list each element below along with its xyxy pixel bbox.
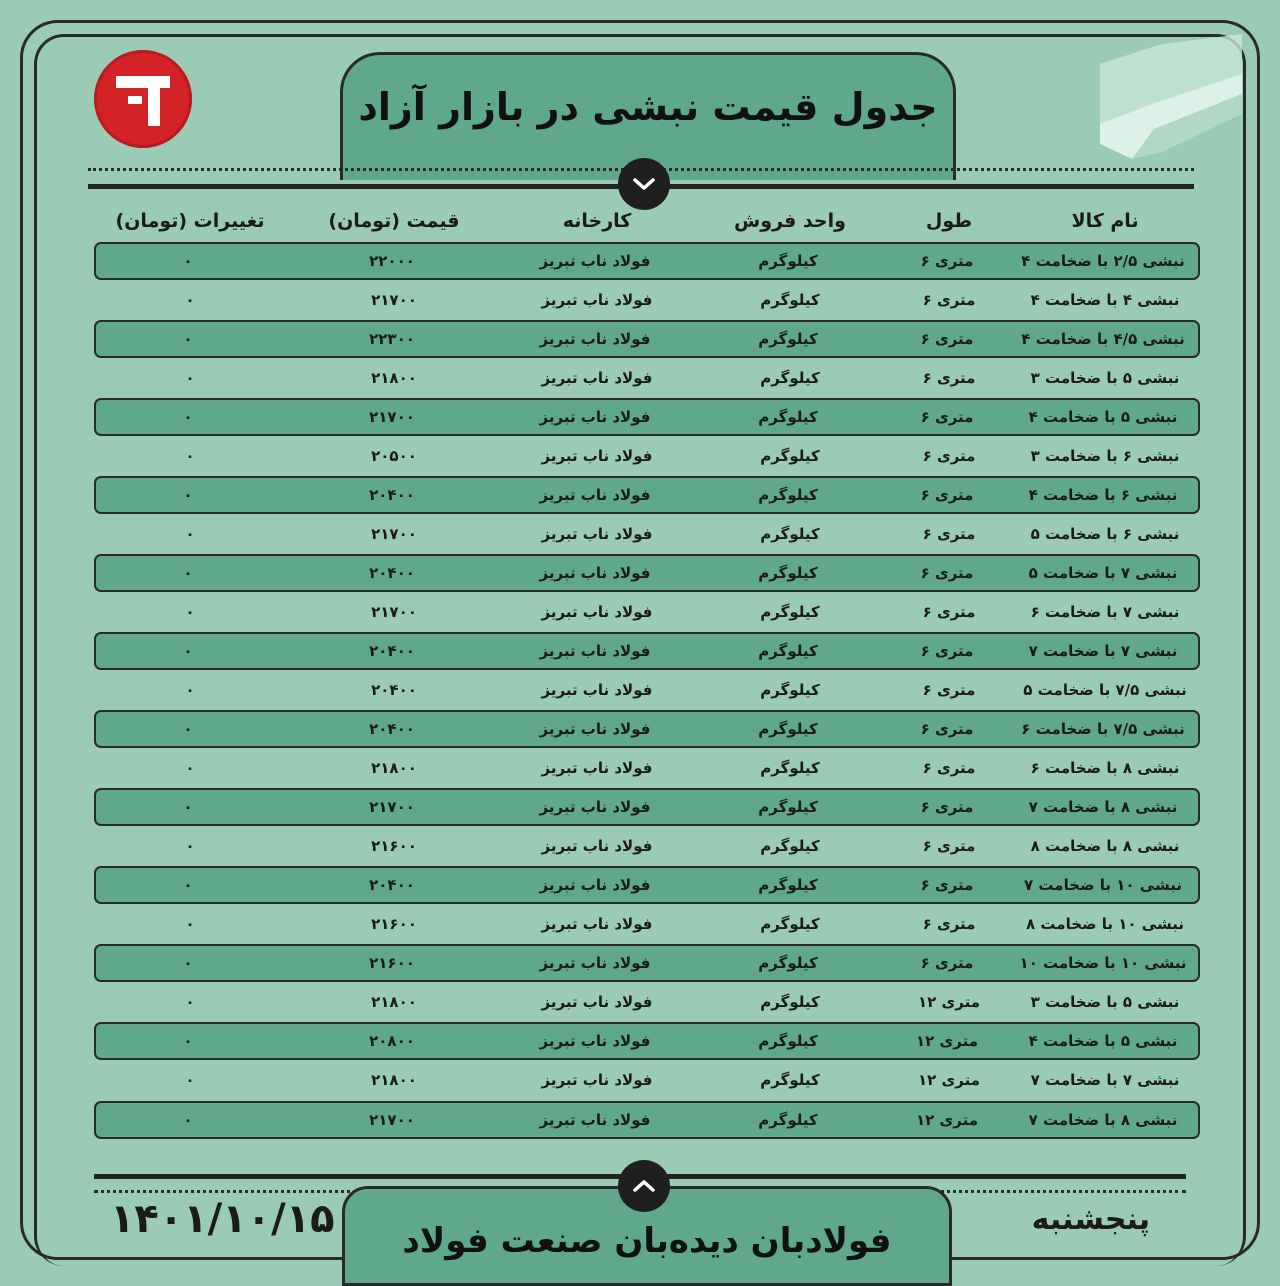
- cell-change: ۰: [183, 954, 193, 973]
- cell-change: ۰: [185, 524, 195, 543]
- cell-unit: کیلوگرم: [760, 759, 820, 778]
- table-row: [94, 554, 1200, 592]
- cell-factory: فولاد ناب تبریز: [539, 720, 651, 739]
- cell-name: نبشی ۵ با ضخامت ۳: [1030, 368, 1180, 387]
- cell-length: متری ۶: [922, 602, 976, 621]
- table-row: [94, 592, 1200, 631]
- cell-factory: فولاد ناب تبریز: [541, 290, 653, 309]
- cell-factory: فولاد ناب تبریز: [541, 524, 653, 543]
- cell-change: ۰: [185, 602, 195, 621]
- cell-length: متری ۶: [920, 251, 974, 270]
- cell-change: ۰: [185, 446, 195, 465]
- cell-length: متری ۱۲: [915, 1032, 979, 1051]
- table-row: [94, 1022, 1200, 1060]
- cell-name: نبشی ۴/۵ با ضخامت ۴: [1021, 329, 1185, 348]
- cell-name: نبشی ۸ با ضخامت ۸: [1030, 837, 1180, 856]
- cell-price: ۲۱۶۰۰: [369, 954, 415, 973]
- cell-price: ۲۰۵۰۰: [371, 446, 417, 465]
- header-price: قیمت (تومان): [328, 210, 460, 232]
- cell-price: ۲۱۸۰۰: [371, 759, 417, 778]
- cell-length: متری ۶: [920, 407, 974, 426]
- cell-name: نبشی ۲/۵ با ضخامت ۴: [1021, 251, 1185, 270]
- cell-change: ۰: [185, 993, 195, 1012]
- chevron-up-icon[interactable]: [618, 1160, 670, 1212]
- cell-length: متری ۶: [920, 798, 974, 817]
- cell-name: نبشی ۵ با ضخامت ۳: [1030, 993, 1180, 1012]
- price-table: [94, 241, 1200, 1139]
- cell-unit: کیلوگرم: [758, 1110, 818, 1129]
- cell-unit: کیلوگرم: [760, 837, 820, 856]
- table-row: [94, 242, 1200, 280]
- cell-change: ۰: [185, 681, 195, 700]
- cell-name: نبشی ۸ با ضخامت ۷: [1028, 1110, 1178, 1129]
- table-row: [94, 983, 1200, 1022]
- cell-change: ۰: [185, 837, 195, 856]
- day-label: پنجشنبه: [1031, 1202, 1150, 1237]
- cell-length: متری ۱۲: [917, 1071, 981, 1090]
- cell-unit: کیلوگرم: [758, 798, 818, 817]
- cell-length: متری ۶: [922, 837, 976, 856]
- footer-brand: فولادبان دیده‌بان صنعت فولاد: [402, 1221, 892, 1261]
- cell-unit: کیلوگرم: [758, 720, 818, 739]
- cell-factory: فولاد ناب تبریز: [541, 681, 653, 700]
- table-header: [94, 204, 1200, 238]
- cell-change: ۰: [183, 798, 193, 817]
- cell-unit: کیلوگرم: [758, 329, 818, 348]
- cell-name: نبشی ۶ با ضخامت ۵: [1030, 524, 1180, 543]
- cell-name: نبشی ۷ با ضخامت ۷: [1030, 1071, 1180, 1090]
- table-row: [94, 944, 1200, 982]
- cell-name: نبشی ۱۰ با ضخامت ۱۰: [1019, 954, 1187, 973]
- cell-factory: فولاد ناب تبریز: [539, 329, 651, 348]
- table-row: [94, 398, 1200, 436]
- table-row: [94, 280, 1200, 319]
- cell-unit: کیلوگرم: [758, 641, 818, 660]
- cell-unit: کیلوگرم: [758, 876, 818, 895]
- cell-factory: فولاد ناب تبریز: [539, 407, 651, 426]
- cell-price: ۲۱۸۰۰: [371, 1071, 417, 1090]
- cell-length: متری ۶: [920, 485, 974, 504]
- cell-price: ۲۰۴۰۰: [371, 681, 417, 700]
- cell-length: متری ۱۲: [915, 1110, 979, 1129]
- cell-length: متری ۶: [920, 954, 974, 973]
- cell-length: متری ۶: [922, 368, 976, 387]
- cell-change: ۰: [183, 641, 193, 660]
- header-length: طول: [925, 210, 973, 232]
- cell-price: ۲۲۰۰۰: [369, 251, 415, 270]
- cell-price: ۲۱۷۰۰: [369, 407, 415, 426]
- table-row: [94, 1101, 1200, 1139]
- cell-change: ۰: [183, 876, 193, 895]
- cell-length: متری ۶: [920, 720, 974, 739]
- page-title: جدول قیمت نبشی در بازار آزاد: [358, 85, 938, 129]
- table-row: [94, 905, 1200, 944]
- date-label: ۱۴۰۱/۱۰/۱۵: [110, 1196, 335, 1242]
- cell-unit: کیلوگرم: [760, 446, 820, 465]
- cell-change: ۰: [183, 485, 193, 504]
- cell-factory: فولاد ناب تبریز: [539, 1032, 651, 1051]
- cell-price: ۲۱۷۰۰: [371, 524, 417, 543]
- cell-name: نبشی ۶ با ضخامت ۳: [1030, 446, 1180, 465]
- cell-change: ۰: [185, 368, 195, 387]
- cell-factory: فولاد ناب تبریز: [541, 759, 653, 778]
- cell-unit: کیلوگرم: [758, 563, 818, 582]
- cell-factory: فولاد ناب تبریز: [541, 368, 653, 387]
- cell-factory: فولاد ناب تبریز: [539, 1110, 651, 1129]
- cell-factory: فولاد ناب تبریز: [541, 993, 653, 1012]
- cell-change: ۰: [183, 1032, 193, 1051]
- cell-change: ۰: [183, 329, 193, 348]
- cell-price: ۲۱۷۰۰: [371, 602, 417, 621]
- cell-factory: فولاد ناب تبریز: [539, 563, 651, 582]
- cell-length: متری ۶: [920, 876, 974, 895]
- cell-unit: کیلوگرم: [760, 1071, 820, 1090]
- cell-unit: کیلوگرم: [758, 407, 818, 426]
- header-unit: واحد فروش: [734, 210, 846, 232]
- table-row: [94, 436, 1200, 475]
- cell-length: متری ۶: [922, 759, 976, 778]
- cell-name: نبشی ۴ با ضخامت ۴: [1030, 290, 1180, 309]
- table-row: [94, 788, 1200, 826]
- cell-price: ۲۱۸۰۰: [371, 368, 417, 387]
- cell-change: ۰: [185, 290, 195, 309]
- cell-change: ۰: [185, 915, 195, 934]
- cell-name: نبشی ۸ با ضخامت ۷: [1028, 798, 1178, 817]
- cell-price: ۲۰۸۰۰: [369, 1032, 415, 1051]
- cell-length: متری ۶: [920, 641, 974, 660]
- cell-price: ۲۱۸۰۰: [371, 993, 417, 1012]
- cell-unit: کیلوگرم: [760, 681, 820, 700]
- cell-unit: کیلوگرم: [758, 485, 818, 504]
- table-row: [94, 827, 1200, 866]
- cell-length: متری ۶: [920, 563, 974, 582]
- cell-price: ۲۱۷۰۰: [371, 290, 417, 309]
- header-change: تغییرات (تومان): [115, 210, 265, 232]
- cell-name: نبشی ۷ با ضخامت ۵: [1028, 563, 1178, 582]
- cell-length: متری ۶: [922, 915, 976, 934]
- cell-name: نبشی ۵ با ضخامت ۴: [1028, 1032, 1178, 1051]
- cell-price: ۲۱۶۰۰: [371, 915, 417, 934]
- cell-unit: کیلوگرم: [758, 1032, 818, 1051]
- cell-name: نبشی ۱۰ با ضخامت ۷: [1024, 876, 1182, 895]
- cell-length: متری ۶: [922, 290, 976, 309]
- cell-factory: فولاد ناب تبریز: [539, 876, 651, 895]
- cell-name: نبشی ۷/۵ با ضخامت ۶: [1021, 720, 1185, 739]
- table-row: [94, 632, 1200, 670]
- table-row: [94, 749, 1200, 788]
- table-row: [94, 476, 1200, 514]
- table-row: [94, 670, 1200, 709]
- cell-price: ۲۰۴۰۰: [369, 563, 415, 582]
- cell-unit: کیلوگرم: [760, 993, 820, 1012]
- steel-angle-icon: [1092, 34, 1250, 164]
- chevron-down-icon[interactable]: [618, 158, 670, 210]
- cell-name: نبشی ۷/۵ با ضخامت ۵: [1023, 681, 1187, 700]
- cell-length: متری ۶: [922, 524, 976, 543]
- cell-name: نبشی ۱۰ با ضخامت ۸: [1026, 915, 1184, 934]
- table-row: [94, 866, 1200, 904]
- cell-price: ۲۲۳۰۰: [369, 329, 415, 348]
- cell-change: ۰: [185, 759, 195, 778]
- cell-length: متری ۱۲: [917, 993, 981, 1012]
- cell-change: ۰: [183, 251, 193, 270]
- cell-price: ۲۰۴۰۰: [369, 485, 415, 504]
- table-row: [94, 1061, 1200, 1100]
- cell-unit: کیلوگرم: [758, 251, 818, 270]
- cell-factory: فولاد ناب تبریز: [539, 641, 651, 660]
- cell-price: ۲۰۴۰۰: [369, 876, 415, 895]
- cell-unit: کیلوگرم: [760, 290, 820, 309]
- table-row: [94, 514, 1200, 553]
- cell-factory: فولاد ناب تبریز: [541, 837, 653, 856]
- cell-price: ۲۱۷۰۰: [369, 798, 415, 817]
- cell-unit: کیلوگرم: [760, 602, 820, 621]
- cell-unit: کیلوگرم: [760, 524, 820, 543]
- cell-name: نبشی ۷ با ضخامت ۶: [1030, 602, 1180, 621]
- cell-factory: فولاد ناب تبریز: [541, 602, 653, 621]
- cell-name: نبشی ۸ با ضخامت ۶: [1030, 759, 1180, 778]
- cell-length: متری ۶: [920, 329, 974, 348]
- cell-change: ۰: [183, 563, 193, 582]
- cell-change: ۰: [183, 407, 193, 426]
- cell-change: ۰: [185, 1071, 195, 1090]
- cell-factory: فولاد ناب تبریز: [539, 251, 651, 270]
- logo-icon: [94, 50, 192, 148]
- cell-name: نبشی ۵ با ضخامت ۴: [1028, 407, 1178, 426]
- cell-name: نبشی ۶ با ضخامت ۴: [1028, 485, 1178, 504]
- table-row: [94, 320, 1200, 358]
- cell-length: متری ۶: [922, 681, 976, 700]
- cell-change: ۰: [183, 1110, 193, 1129]
- header-name: نام کالا: [1071, 210, 1139, 232]
- cell-factory: فولاد ناب تبریز: [539, 954, 651, 973]
- cell-change: ۰: [183, 720, 193, 739]
- cell-length: متری ۶: [922, 446, 976, 465]
- table-row: [94, 358, 1200, 397]
- cell-price: ۲۱۶۰۰: [371, 837, 417, 856]
- cell-factory: فولاد ناب تبریز: [539, 485, 651, 504]
- cell-unit: کیلوگرم: [760, 368, 820, 387]
- cell-unit: کیلوگرم: [758, 954, 818, 973]
- cell-price: ۲۰۴۰۰: [369, 641, 415, 660]
- cell-factory: فولاد ناب تبریز: [541, 446, 653, 465]
- cell-factory: فولاد ناب تبریز: [539, 798, 651, 817]
- table-row: [94, 710, 1200, 748]
- cell-price: ۲۰۴۰۰: [369, 720, 415, 739]
- cell-price: ۲۱۷۰۰: [369, 1110, 415, 1129]
- header-factory: کارخانه: [562, 210, 632, 232]
- cell-unit: کیلوگرم: [760, 915, 820, 934]
- cell-name: نبشی ۷ با ضخامت ۷: [1028, 641, 1178, 660]
- cell-factory: فولاد ناب تبریز: [541, 915, 653, 934]
- cell-factory: فولاد ناب تبریز: [541, 1071, 653, 1090]
